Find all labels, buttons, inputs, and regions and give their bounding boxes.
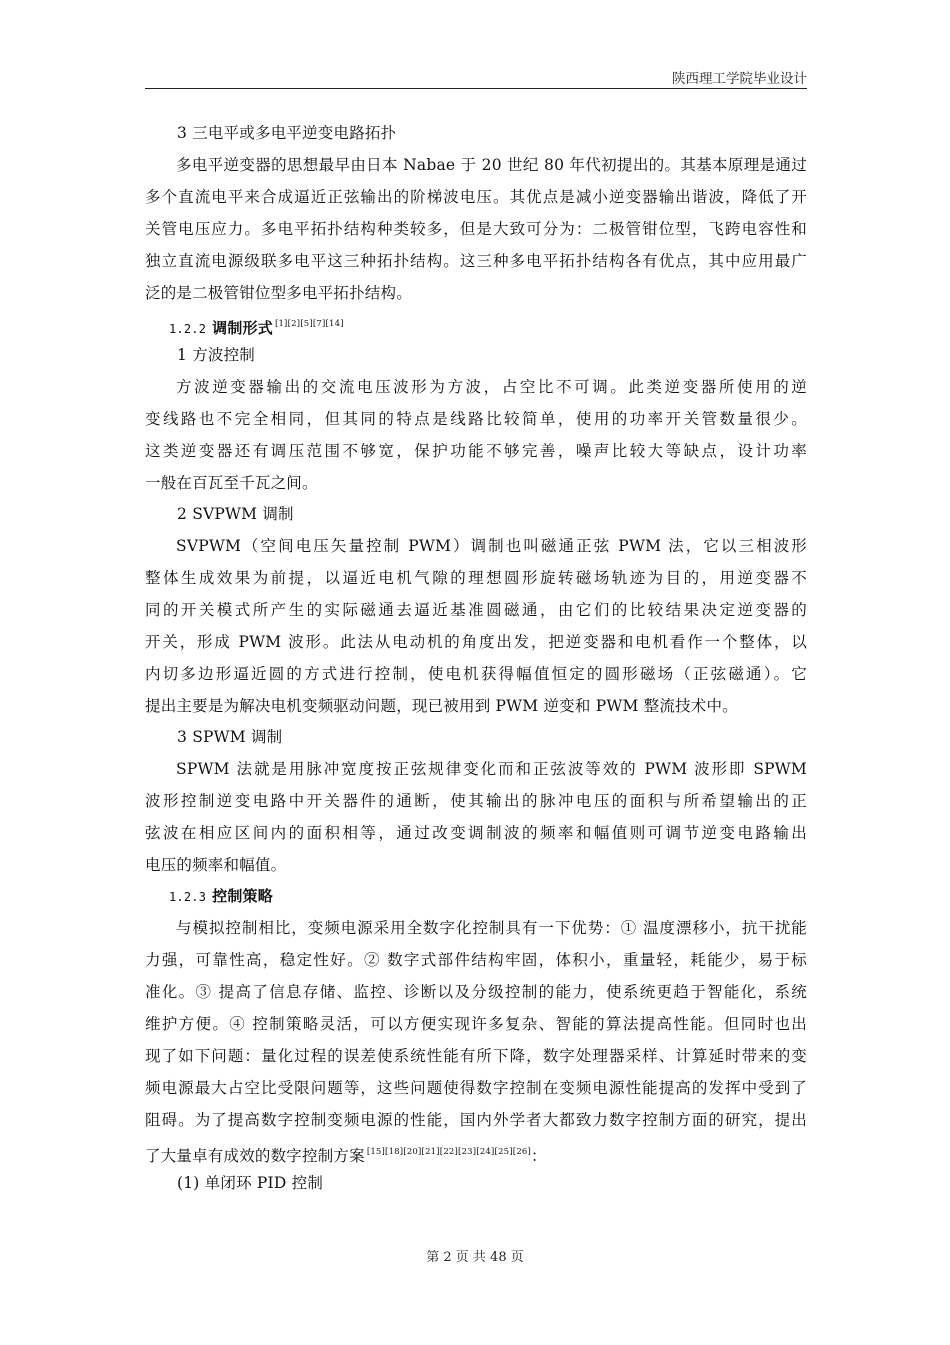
section-number: 1.2.2 <box>169 322 207 336</box>
page-body <box>145 118 807 1199</box>
line-text: 了大量卓有成效的数字控制方案 <box>145 1147 365 1165</box>
paragraph-line: SVPWM（空间电压矢量控制 PWM）调制也叫磁通正弦 PWM 法，它以三相波形 <box>176 537 807 555</box>
subheading-square-wave: 1 方波控制 <box>177 346 255 364</box>
header-title: 陕西理工学院毕业设计 <box>672 71 807 87</box>
subheading-svpwm: 2 SVPWM 调制 <box>177 505 294 523</box>
paragraph-line: 现了如下问题：量化过程的误差使系统性能有所下降，数字处理器采样、计算延时带来的变 <box>145 1047 807 1065</box>
paragraph-line: 频电源最大占空比受限问题等，这些问题使得数字控制在变频电源性能提高的发挥中受到了 <box>145 1079 807 1097</box>
paragraph-multilevel <box>145 149 807 309</box>
paragraph-line: 力强，可靠性高，稳定性好。② 数字式部件结构牢固，体积小，重量轻，耗能少，易于标 <box>145 951 807 969</box>
section-title: 调制形式 <box>212 319 273 337</box>
line-tail: ： <box>531 1147 547 1165</box>
paragraph-line: 整体生成效果为前提，以逼近电机气隙的理想圆形旋转磁场轨迹为目的，用逆变器不 <box>145 569 807 587</box>
paragraph-line: 内切多边形逼近圆的方式进行控制，使电机获得幅值恒定的圆形磁场（正弦磁通）。它 <box>145 665 807 683</box>
paragraph-line: 维护方便。④ 控制策略灵活，可以方便实现许多复杂、智能的算法提高性能。但同时也出 <box>145 1015 807 1033</box>
paragraph-svpwm <box>145 530 807 722</box>
paragraph-spwm <box>145 753 807 881</box>
paragraph-line: SPWM 法就是用脉冲宽度按正弦规律变化而和正弦波等效的 PWM 波形即 SPWM <box>176 760 807 778</box>
paragraph-line: 方波逆变器输出的交流电压波形为方波，占空比不可调。此类逆变器所使用的逆 <box>176 378 807 396</box>
citation-ref: [1][2][5][7][14] <box>274 319 344 329</box>
paragraph-line: 电压的频率和幅值。 <box>145 856 287 874</box>
paragraph-line: 泛的是二极管钳位型多电平拓扑结构。 <box>145 284 412 302</box>
paragraph-control-strategy <box>145 912 807 1168</box>
paragraph-line: 一般在百瓦至千瓦之间。 <box>145 474 318 492</box>
paragraph-line <box>145 1136 807 1168</box>
paragraph-line: 多个直流电平来合成逼近正弦输出的阶梯波电压。其优点是减小逆变器输出谐波，降低了开 <box>145 188 807 206</box>
paragraph-line: 准化。③ 提高了信息存储、监控、诊断以及分级控制的能力，使系统更趋于智能化，系统 <box>145 983 807 1001</box>
page-footer: 第 2 页 共 48 页 <box>426 1250 524 1265</box>
paragraph-square-wave <box>145 371 807 499</box>
paragraph-line: 波形控制逆变电路中开关器件的通断，使其输出的脉冲电压的面积与所希望输出的正 <box>145 792 807 810</box>
paragraph-line: 弦波在相应区间内的面积相等，通过改变调制波的频率和幅值则可调节逆变电路输出 <box>145 824 807 842</box>
paragraph-line: 关管电压应力。多电平拓扑结构种类较多，但是大致可分为：二极管钳位型，飞跨电容性和 <box>145 220 807 238</box>
page-header <box>145 64 807 89</box>
paragraph-line: 变线路也不完全相同，但其同的特点是线路比较简单，使用的功率开关管数量很少。 <box>145 410 807 428</box>
paragraph-line: 提出主要是为解决电机变频驱动问题，现已被用到 PWM 逆变和 PWM 整流技术中。 <box>145 697 738 715</box>
paragraph-line: 阻碍。为了提高数字控制变频电源的性能，国内外学者大都致力数字控制方面的研究，提出 <box>145 1111 807 1129</box>
paragraph-line: 开关，形成 PWM 波形。此法从电动机的角度出发，把逆变器和电机看作一个整体，以 <box>145 633 807 651</box>
paragraph-line: 多电平逆变器的思想最早由日本 Nabae 于 20 世纪 80 年代初提出的。其基本原理是通过 <box>176 156 807 174</box>
subheading-spwm: 3 SPWM 调制 <box>177 728 283 746</box>
paragraph-line: 独立直流电源级联多电平这三种拓扑结构。这三种多电平拓扑结构各有优点，其中应用最广 <box>145 252 807 270</box>
paragraph-line: 与模拟控制相比，变频电源采用全数字化控制具有一下优势：① 温度漂移小，抗干扰能 <box>176 919 807 937</box>
citation-ref: [15][18][20][21][22][23][24][25][26] <box>366 1147 532 1157</box>
paragraph-line: 同的开关模式所产生的实际磁通去逼近基准圆磁通，由它们的比较结果决定逆变器的 <box>145 601 807 619</box>
section-title: 控制策略 <box>212 887 273 905</box>
section-number: 1.2.3 <box>169 890 207 904</box>
paragraph-line: 这类逆变器还有调压范围不够宽，保护功能不够完善，噪声比较大等缺点，设计功率 <box>145 442 807 460</box>
section-heading-modulation <box>145 309 807 340</box>
subheading-single-loop-pid: (1) 单闭环 PID 控制 <box>177 1174 324 1192</box>
subheading-multilevel: 3 三电平或多电平逆变电路拓扑 <box>177 124 397 142</box>
section-heading-control-strategy <box>145 881 807 912</box>
